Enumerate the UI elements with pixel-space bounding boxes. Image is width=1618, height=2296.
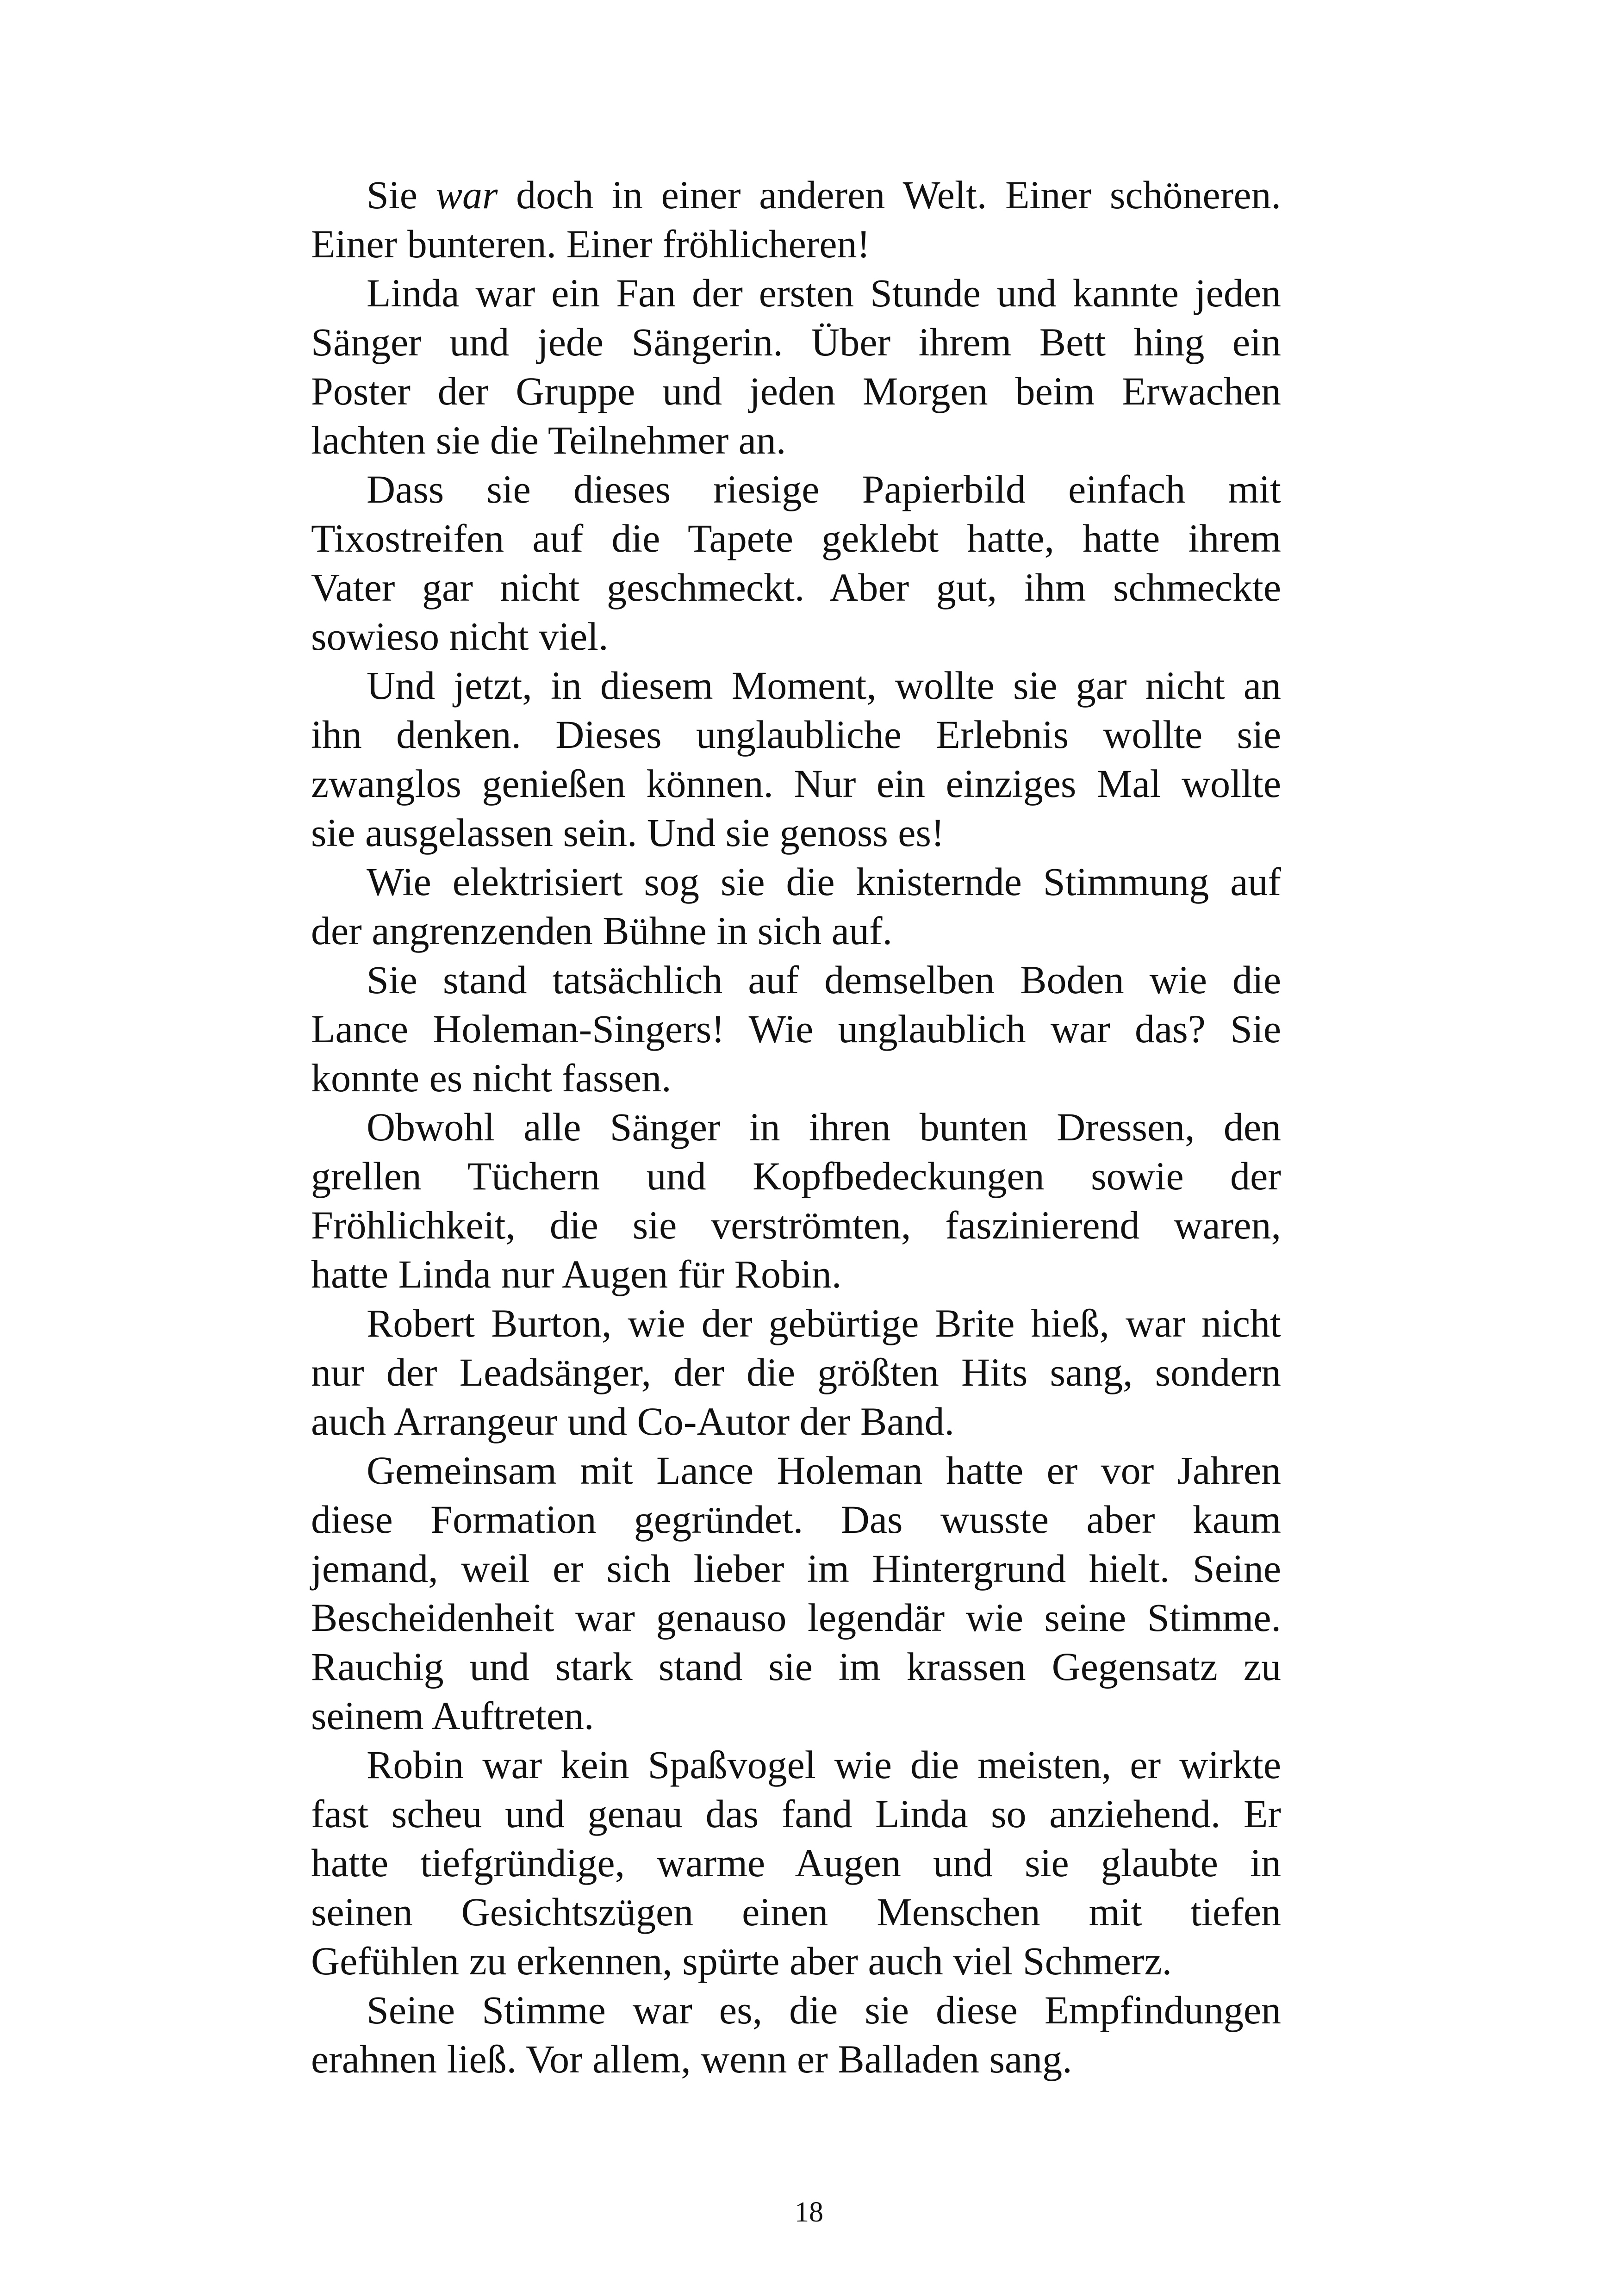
text-run: Seine Stimme war es, die sie diese Empfindungen — [367, 1988, 1281, 2032]
text-line — [311, 1985, 1281, 2035]
text-line — [311, 1887, 1281, 1936]
text-line — [311, 416, 1281, 465]
text-line — [311, 1250, 1281, 1299]
text-line — [311, 1053, 1281, 1102]
text-run: Fröhlichkeit, die sie verströmten, faszinierend waren, — [311, 1203, 1281, 1247]
text-line — [311, 1348, 1281, 1397]
text-run: Dass sie dieses riesige Papierbild einfach mit — [367, 467, 1281, 511]
text-run: Lance Holeman-Singers! Wie unglaublich war das? Sie — [311, 1007, 1281, 1051]
paragraph — [311, 465, 1281, 661]
text-run: diese Formation gegründet. Das wusste aber kaum — [311, 1497, 1281, 1542]
text-run: sowieso nicht viel. — [311, 614, 609, 659]
text-run: Tixostreifen auf die Tapete geklebt hatte, hatte ihrem — [311, 516, 1281, 560]
text-run: Gefühlen zu erkennen, spürte aber auch viel Schmerz. — [311, 1939, 1172, 1983]
paragraph — [311, 1299, 1281, 1446]
text-line — [311, 906, 1281, 955]
text-run: Robert Burton, wie der gebürtige Brite hieß, war nicht — [367, 1301, 1281, 1345]
text-run: Linda war ein Fan der ersten Stunde und kannte jeden — [367, 271, 1281, 315]
text-run: Sänger und jede Sängerin. Über ihrem Bett hing ein — [311, 320, 1281, 364]
text-line — [311, 1446, 1281, 1495]
text-line — [311, 1593, 1281, 1642]
text-line — [311, 1544, 1281, 1593]
page-number: 18 — [795, 2196, 823, 2228]
text-run: Rauchig und stark stand sie im krassen Gegensatz zu — [311, 1644, 1281, 1689]
text-run: der angrenzenden Bühne in sich auf. — [311, 908, 893, 953]
text-run: nur der Leadsänger, der die größten Hits sang, sondern — [311, 1350, 1281, 1394]
italic-text: war — [436, 173, 498, 217]
text-line — [311, 1691, 1281, 1740]
paragraph — [311, 268, 1281, 465]
paragraph — [311, 1985, 1281, 2084]
text-line — [311, 1102, 1281, 1151]
text-run: Und jetzt, in diesem Moment, wollte sie gar nicht an — [367, 663, 1281, 708]
text-run: seinen Gesichtszügen einen Menschen mit tiefen — [311, 1890, 1281, 1934]
text-line — [311, 661, 1281, 710]
text-run: Wie elektrisiert sog sie die knisternde Stimmung auf — [367, 859, 1281, 904]
text-run: doch in einer anderen Welt. Einer schöneren. — [498, 173, 1281, 217]
text-run: Poster der Gruppe und jeden Morgen beim Erwachen — [311, 369, 1281, 413]
text-run: fast scheu und genau das fand Linda so anziehend. Er — [311, 1792, 1281, 1836]
text-line — [311, 759, 1281, 808]
text-run: Obwohl alle Sänger in ihren bunten Dressen, den — [367, 1105, 1281, 1149]
text-line — [311, 2035, 1281, 2084]
text-run: Bescheidenheit war genauso legendär wie seine Stimme. — [311, 1595, 1281, 1640]
text-line — [311, 1495, 1281, 1544]
body-text — [311, 170, 1281, 2084]
text-line — [311, 1789, 1281, 1838]
text-line — [311, 268, 1281, 317]
text-run: grellen Tüchern und Kopfbedeckungen sowie der — [311, 1154, 1281, 1198]
text-line — [311, 857, 1281, 906]
text-run: Vater gar nicht geschmeckt. Aber gut, ihm schmeckte — [311, 565, 1281, 610]
text-run: Gemeinsam mit Lance Holeman hatte er vor Jahren — [367, 1448, 1281, 1493]
text-line — [311, 1151, 1281, 1201]
text-line — [311, 465, 1281, 514]
text-run: zwanglos genießen können. Nur ein einziges Mal wollte — [311, 761, 1281, 806]
text-run: Sie — [367, 173, 436, 217]
text-line — [311, 612, 1281, 661]
text-run: Sie stand tatsächlich auf demselben Boden wie die — [367, 958, 1281, 1002]
text-line — [311, 219, 1281, 268]
text-line — [311, 1201, 1281, 1250]
text-line — [311, 170, 1281, 219]
text-line — [311, 563, 1281, 612]
paragraph — [311, 1740, 1281, 1985]
text-run: Robin war kein Spaßvogel wie die meisten, er wirkte — [367, 1742, 1281, 1787]
text-line — [311, 1299, 1281, 1348]
paragraph — [311, 661, 1281, 857]
text-line — [311, 1838, 1281, 1887]
text-run: lachten sie die Teilnehmer an. — [311, 418, 786, 462]
text-run: konnte es nicht fassen. — [311, 1056, 672, 1100]
text-run: ihn denken. Dieses unglaubliche Erlebnis wollte sie — [311, 712, 1281, 757]
text-run: jemand, weil er sich lieber im Hintergrund hielt. Seine — [311, 1546, 1281, 1591]
text-line — [311, 1740, 1281, 1789]
text-line — [311, 367, 1281, 416]
text-line — [311, 1642, 1281, 1691]
text-line — [311, 317, 1281, 367]
text-run: hatte Linda nur Augen für Robin. — [311, 1252, 842, 1296]
text-line — [311, 808, 1281, 857]
text-run: auch Arrangeur und Co-Autor der Band. — [311, 1399, 954, 1444]
paragraph — [311, 955, 1281, 1102]
text-run: erahnen ließ. Vor allem, wenn er Balladen sang. — [311, 2037, 1072, 2081]
paragraph — [311, 170, 1281, 268]
text-line — [311, 1936, 1281, 1985]
text-line — [311, 1397, 1281, 1446]
paragraph — [311, 1102, 1281, 1299]
paragraph — [311, 857, 1281, 955]
text-run: seinem Auftreten. — [311, 1693, 594, 1738]
text-line — [311, 955, 1281, 1004]
text-run: sie ausgelassen sein. Und sie genoss es! — [311, 810, 945, 855]
paragraph — [311, 1446, 1281, 1740]
text-run: hatte tiefgründige, warme Augen und sie glaubte in — [311, 1841, 1281, 1885]
text-line — [311, 514, 1281, 563]
text-run: Einer bunteren. Einer fröhlicheren! — [311, 222, 871, 266]
text-line — [311, 1004, 1281, 1053]
text-line — [311, 710, 1281, 759]
